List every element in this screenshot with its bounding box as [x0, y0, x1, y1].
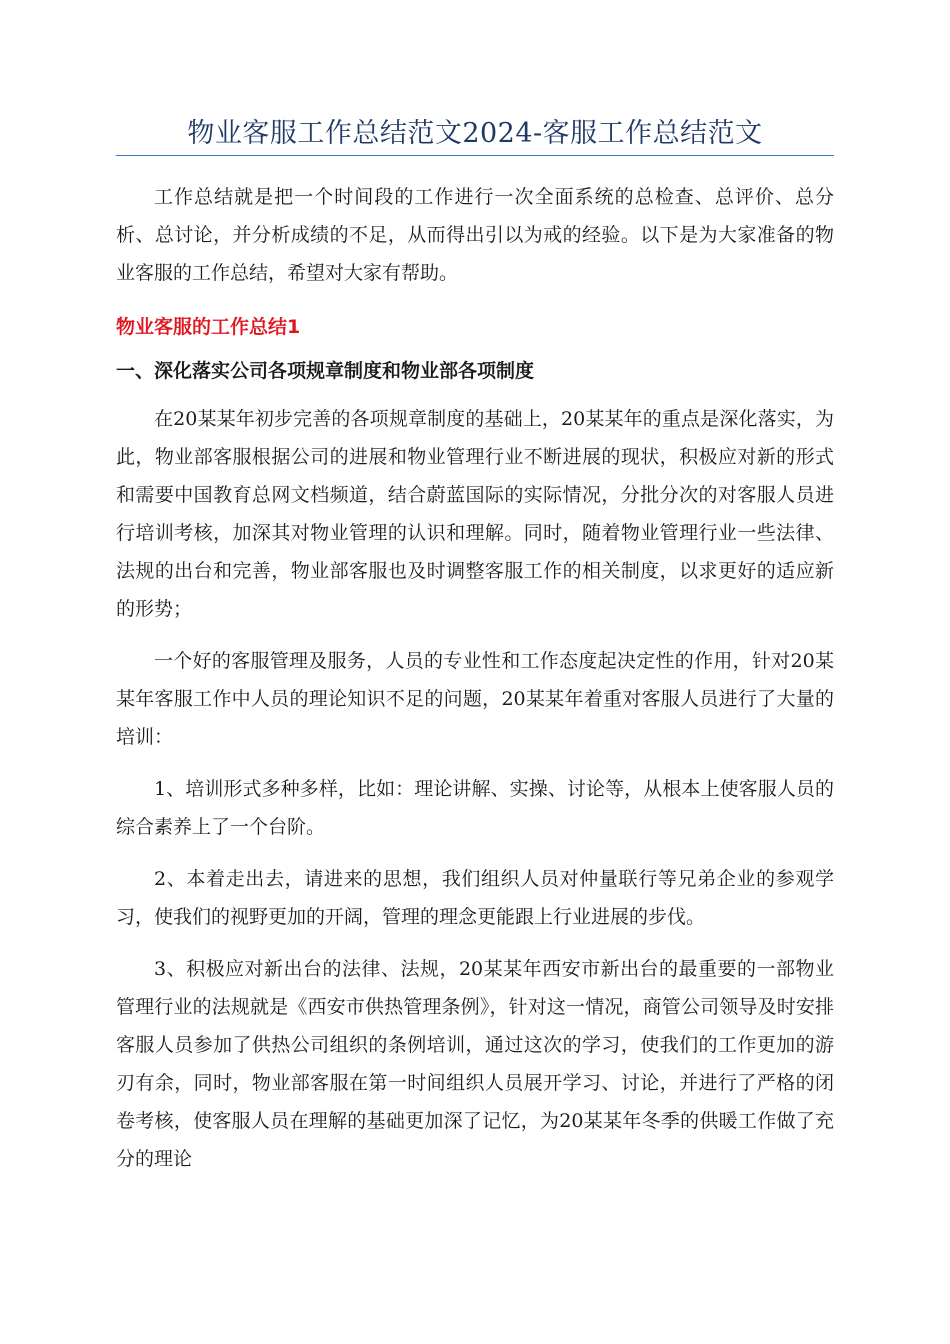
title-underline [116, 155, 834, 156]
list-item-paragraph: 3、积极应对新出台的法律、法规，20某某年西安市新出台的最重要的一部物业管理行业的法规就是《西安市供热管理条例》，针对这一情况，商管公司领导及时安排客服人员参加了供热公司组织的条例培训，通过这次的学习，使我们的工作更加的游刃有余，同时，物业部客服在第一时间组织人员展开学习、讨论，并进行了严格的闭卷考核，使客服人员在理解的基础更加深了记忆，为20某某年冬季的供暖工作做了充分的理论 [116, 958, 834, 1170]
document-title: 物业客服工作总结范文2024-客服工作总结范文 [187, 118, 763, 149]
body-paragraph: 一个好的客服管理及服务，人员的专业性和工作态度起决定性的作用，针对20某某年客服工作中人员的理论知识不足的问题，20某某年着重对客服人员进行了大量的培训： [116, 650, 834, 748]
list-item-paragraph: 1、培训形式多种多样，比如：理论讲解、实操、讨论等，从根本上使客服人员的综合素养上了一个台阶。 [116, 778, 834, 838]
section-title: 物业客服的工作总结1 [116, 316, 301, 338]
subsection-title: 一、深化落实公司各项规章制度和物业部各项制度 [116, 360, 535, 382]
body-paragraph: 在20某某年初步完善的各项规章制度的基础上，20某某年的重点是深化落实，为此，物业部客服根据公司的进展和物业管理行业不断进展的现状，积极应对新的形式和需要中国教育总网文档频道，结合蔚蓝国际的实际情况，分批分次的对客服人员进行培训考核，加深其对物业管理的认识和理解。同时，随着物业管理行业一些法律、法规的出台和完善，物业部客服也及时调整客服工作的相关制度，以求更好的适应新的形势； [116, 408, 834, 620]
list-item-paragraph: 2、本着走出去，请进来的思想，我们组织人员对仲量联行等兄弟企业的参观学习，使我们的视野更加的开阔，管理的理念更能跟上行业进展的步伐。 [116, 868, 834, 928]
intro-paragraph: 工作总结就是把一个时间段的工作进行一次全面系统的总检查、总评价、总分析、总讨论，并分析成绩的不足，从而得出引以为戒的经验。以下是为大家准备的物业客服的工作总结，希望对大家有帮助。 [116, 186, 834, 284]
document-page [116, 0, 834, 1178]
